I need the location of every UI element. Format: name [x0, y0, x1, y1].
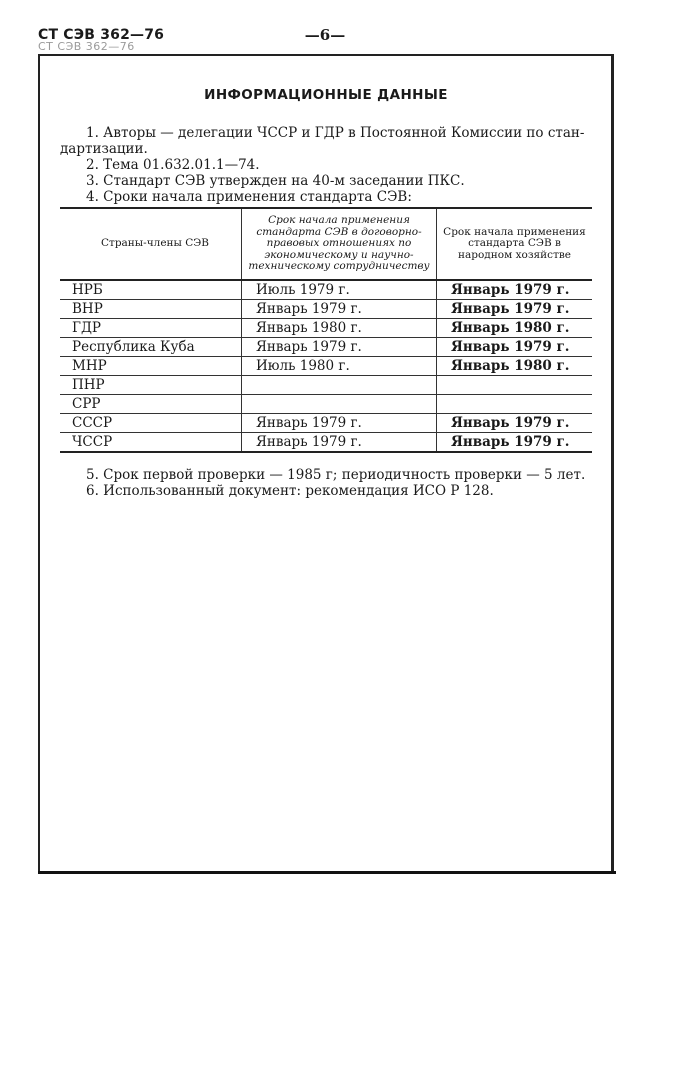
- contractual-date-cell: Июль 1980 г.: [242, 357, 437, 376]
- country-cell: Республика Куба: [60, 338, 242, 357]
- economy-date-cell: [437, 376, 593, 395]
- contractual-date-cell: Июль 1979 г.: [242, 280, 437, 300]
- table-row: [60, 376, 592, 395]
- table-row: [60, 357, 592, 376]
- economy-date-cell: Январь 1980 г.: [437, 319, 593, 338]
- item-6: 6. Использованный документ: рекомендация ИСО Р 128.: [86, 483, 494, 499]
- document-code: СТ СЭВ 362—76: [38, 27, 165, 43]
- table-row: [60, 433, 592, 453]
- col-header-economy-date: Срок начала применения стандарта СЭВ в народном хозяйстве: [437, 208, 593, 280]
- economy-date-cell: Январь 1979 г.: [437, 433, 593, 453]
- bottom-rule: [38, 871, 616, 874]
- col-header-countries: Страны-члены СЭВ: [60, 208, 242, 280]
- contractual-date-cell: [242, 395, 437, 414]
- economy-date-cell: Январь 1980 г.: [437, 357, 593, 376]
- economy-date-cell: [437, 395, 593, 414]
- table-row: [60, 300, 592, 319]
- contractual-date-cell: Январь 1979 г.: [242, 414, 437, 433]
- page-number: —6—: [304, 26, 346, 44]
- col-header-contractual-date: Срок начала применения стандарта СЭВ в договорно-правовых отношениях по экономическому и научно-техническому сотрудничеству: [242, 208, 437, 280]
- table-row: [60, 280, 592, 300]
- contractual-date-cell: Январь 1979 г.: [242, 338, 437, 357]
- table-header-row: [60, 208, 592, 280]
- contractual-date-cell: [242, 376, 437, 395]
- table-row: [60, 338, 592, 357]
- country-cell: ЧССР: [60, 433, 242, 453]
- economy-date-cell: Январь 1979 г.: [437, 300, 593, 319]
- contractual-date-cell: Январь 1979 г.: [242, 433, 437, 453]
- economy-date-cell: Январь 1979 г.: [437, 338, 593, 357]
- section-title: ИНФОРМАЦИОННЫЕ ДАННЫЕ: [204, 87, 448, 103]
- item-4: 4. Сроки начала применения стандарта СЭВ:: [86, 189, 412, 205]
- contractual-date-cell: Январь 1980 г.: [242, 319, 437, 338]
- document-code-ghost: СТ СЭВ 362—76: [38, 40, 135, 53]
- item-2: 2. Тема 01.632.01.1—74.: [86, 157, 260, 173]
- country-cell: МНР: [60, 357, 242, 376]
- table-row: [60, 395, 592, 414]
- country-cell: СРР: [60, 395, 242, 414]
- country-cell: ПНР: [60, 376, 242, 395]
- economy-date-cell: Январь 1979 г.: [437, 280, 593, 300]
- application-dates-table: [60, 207, 592, 453]
- country-cell: НРБ: [60, 280, 242, 300]
- item-1-line-2: дартизации.: [60, 141, 148, 157]
- contractual-date-cell: Январь 1979 г.: [242, 300, 437, 319]
- item-1-line-1: 1. Авторы — делегации ЧССР и ГДР в Постоянной Комиссии по стан-: [86, 125, 585, 141]
- country-cell: ВНР: [60, 300, 242, 319]
- country-cell: ГДР: [60, 319, 242, 338]
- economy-date-cell: Январь 1979 г.: [437, 414, 593, 433]
- country-cell: СССР: [60, 414, 242, 433]
- table-row: [60, 319, 592, 338]
- table-row: [60, 414, 592, 433]
- item-3: 3. Стандарт СЭВ утвержден на 40-м заседании ПКС.: [86, 173, 465, 189]
- item-5: 5. Срок первой проверки — 1985 г; периодичность проверки — 5 лет.: [86, 467, 586, 483]
